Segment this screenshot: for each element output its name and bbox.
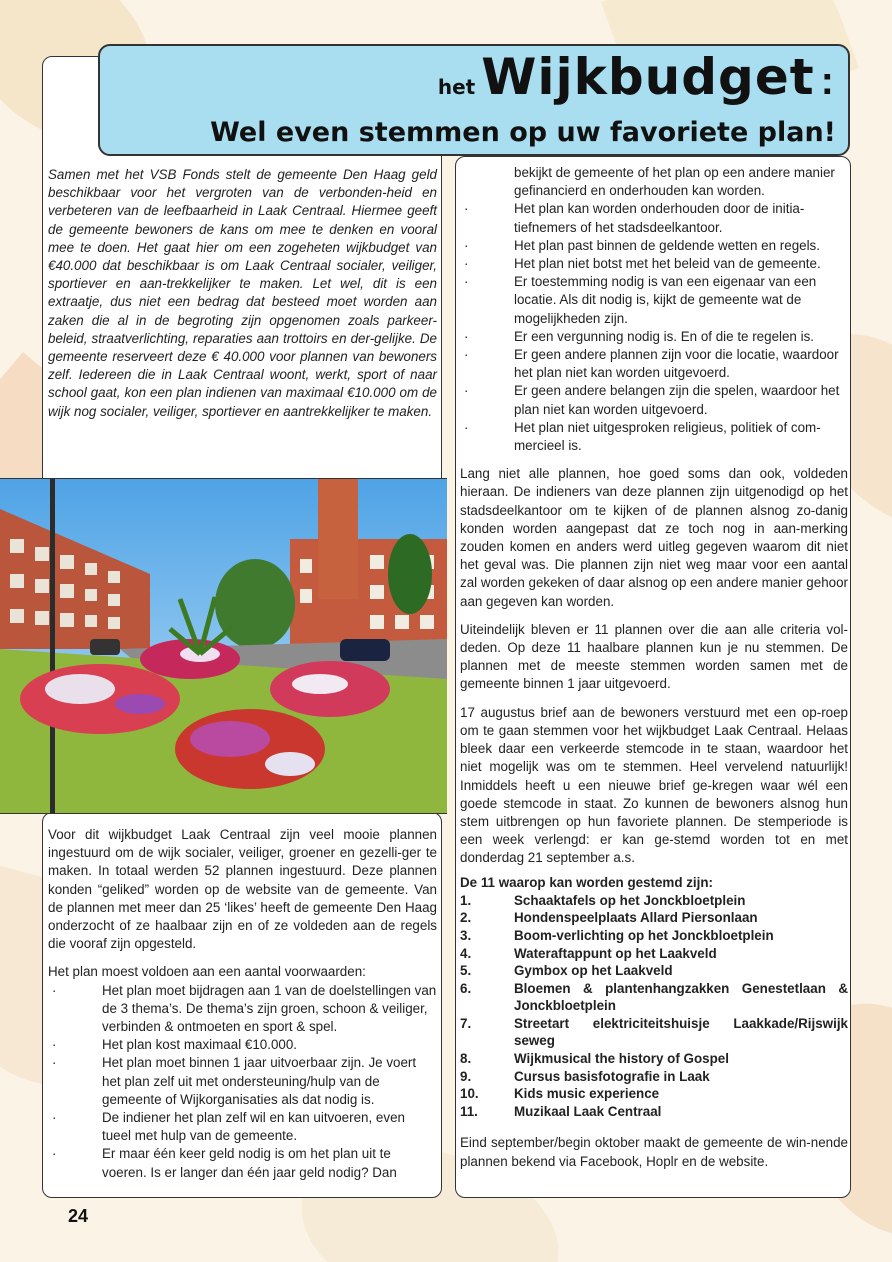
left-column-body bbox=[48, 826, 437, 1182]
title-banner bbox=[98, 44, 850, 156]
vote-list-title: De 11 waarop kan worden gestemd zijn: bbox=[460, 874, 714, 890]
condition-item bbox=[460, 200, 848, 236]
title-colon: : bbox=[820, 59, 834, 103]
title-prefix: het bbox=[437, 75, 476, 99]
vote-item: 2. Hondenspeelplaats Allard Piersonlaan bbox=[460, 910, 758, 926]
vote-item: 10. Kids music experience bbox=[460, 1086, 660, 1102]
condition-item bbox=[460, 382, 848, 418]
condition-item bbox=[48, 1109, 437, 1145]
condition-item bbox=[48, 1054, 437, 1109]
vote-item: 5. Gymbox op het Laakveld bbox=[460, 963, 673, 979]
plans-paragraph: Voor dit wijkbudget Laak Centraal zijn veel mooie plannen ingestuurd om de wijk socialer, veiliger, groener en gezelli-ger te maken. In totaal werden 52 plannen ingestuurd. Deze plannen konden “geliked” worden op de website van de gemeente. Van de plannen met meer dan 25 ‘likes’ heeft de gemeente Den Haag onderzocht of ze haalbaar zijn en of ze voldeden aan de regels die vooraf zijn opgesteld. bbox=[48, 827, 437, 952]
vote-item: 1. Schaaktafels op het Jonckbloetplein bbox=[460, 892, 746, 908]
bullet-icon: · bbox=[464, 237, 469, 253]
condition-item bbox=[460, 255, 848, 273]
condition-item bbox=[48, 1036, 437, 1054]
vote-item: 4. Wateraftappunt op het Laakveld bbox=[460, 945, 717, 961]
bullet-icon: · bbox=[464, 274, 469, 290]
conditions-intro: Het plan moest voldoen aan een aantal voorwaarden: bbox=[48, 964, 366, 980]
closing-paragraph: Eind september/begin oktober maakt de gemeente de win-nende plannen bekend via Facebook, Hoplr en de website. bbox=[460, 1135, 848, 1169]
condition-item bbox=[48, 982, 437, 1037]
bullet-icon: · bbox=[52, 1110, 57, 1126]
bullet-icon: · bbox=[52, 982, 57, 998]
intro-paragraph: Samen met het VSB Fonds stelt de gemeente Den Haag geld beschikbaar voor het vergroten van de verbonden-heid en verbeteren van de leefbaarheid in Laak Centraal. Hiermee geeft de gemeente bewoners de kans om mee te denken en vooral mee te doen. Het gaat hier om een zogeheten wijkbudget van €40.000 dat beschikbaar is om Laak Centraal socialer, veiliger, sportiever en aan-trekkelijker te maken. Let wel, dit is een extraatje, dus niet een bedrag dat besteed moet worden aan zaken die al in de begroting zijn opgenomen zoals parkeer-beleid, straatverlichting, reparaties aan trottoirs en der-gelijke. De gemeente reserveert deze € 40.000 voor plannen van bewoners zelf. Iedereen die in Laak Centraal woont, werkt, sport of naar school gaat, kon een plan indienen van maximaal €10.000 om de wijk nog socialer, veiliger, sportiever en aantrekkelijker te maken. bbox=[48, 167, 437, 419]
bullet-icon: · bbox=[52, 1037, 57, 1053]
condition-item bbox=[48, 1145, 437, 1181]
condition-text: Het plan past binnen de geldende wetten en regels. bbox=[514, 237, 820, 253]
bullet-icon: · bbox=[52, 1146, 57, 1162]
condition-text: Er geen andere belangen zijn die spelen, waardoor het plan niet kan worden uitgevoerd. bbox=[514, 383, 840, 417]
condition-text: Het plan moet bijdragen aan 1 van de doelstellingen van de 3 thema’s. De thema’s zijn groen, schoon & veiliger, verbinden & ontmoeten en sport & spel. bbox=[102, 982, 437, 1035]
bullet-icon: · bbox=[464, 383, 469, 399]
street-flowers-photo bbox=[0, 478, 447, 814]
condition-text: Er toestemming nodig is van een eigenaar van een locatie. Als dit nodig is, kijkt de gemeente wat de mogelijkheden zijn. bbox=[514, 274, 817, 326]
vote-item: 7. Streetart elektriciteitshuisje Laakkade/Rijswijk seweg bbox=[460, 1015, 848, 1049]
bullet-icon: · bbox=[464, 328, 469, 344]
vote-list bbox=[460, 892, 848, 1121]
vote-item: 3. Boom-verlichting op het Jonckbloetplein bbox=[460, 927, 774, 943]
bullet-icon: · bbox=[464, 256, 469, 272]
condition-item bbox=[460, 328, 848, 346]
condition-text: Het plan kan worden onderhouden door de initia-tiefnemers of het stadsdeelkantoor. bbox=[514, 201, 805, 235]
vote-item: 11. Muzikaal Laak Centraal bbox=[460, 1103, 662, 1119]
condition-text: Het plan kost maximaal €10.000. bbox=[102, 1037, 298, 1053]
condition-text: Er geen andere plannen zijn voor die locatie, waardoor het plan niet kan worden uitgevoerd. bbox=[514, 347, 839, 381]
bullet-icon: · bbox=[464, 201, 469, 217]
condition-item bbox=[460, 237, 848, 255]
eleven-plans-paragraph: Uiteindelijk bleven er 11 plannen over die aan alle criteria vol-deden. Op deze 11 haalbare plannen kun je nu stemmen. De plannen met de meeste stemmen worden samen met de gemeente binnen 1 jaar uitgevoerd. bbox=[460, 621, 848, 692]
bullet-icon: · bbox=[52, 1055, 57, 1071]
condition-text: Het plan moet binnen 1 jaar uitvoerbaar zijn. Je voert het plan zelf uit met ondersteuning/hulp van de gemeente of Wijkorganisaties als dat nodig is. bbox=[102, 1055, 417, 1107]
condition-text: Het plan niet botst met het beleid van de gemeente. bbox=[514, 256, 821, 272]
bullet-icon: · bbox=[464, 347, 469, 363]
vote-item: 6. Bloemen & plantenhangzakken Genestetlaan & Jonckbloetplein bbox=[460, 980, 848, 1014]
condition-text: De indiener het plan zelf wil en kan uitvoeren, even tueel met hulp van de gemeente. bbox=[102, 1110, 405, 1144]
condition-item bbox=[460, 346, 848, 382]
vote-item: 8. Wijkmusical the history of Gospel bbox=[460, 1051, 729, 1067]
page-subtitle: Wel even stemmen op uw favoriete plan! bbox=[210, 117, 836, 148]
condition-item bbox=[460, 273, 848, 328]
page-title: Wijkbudget bbox=[481, 48, 815, 106]
title-line bbox=[438, 48, 834, 106]
condition-text: Het plan niet uitgesproken religieus, politiek of com-mercieel is. bbox=[514, 419, 821, 454]
rejected-plans-paragraph: Lang niet alle plannen, hoe goed soms dan ook, voldeden hieraan. De indieners van deze plannen zijn uitgenodigd op het stadsdeelkantoor om te kijken of de plannen alsnog zo-danig konden worden aangepast dat ze toch nog in aan-merking zouden komen en anders werd uitleg gegeven waarom dit niet het geval was. Die plannen zijn niet weg maar voor een aantal zal worden gekeken of daar alsnog op een andere manier gehoor aan gegeven kan worden. bbox=[460, 466, 848, 609]
condition-continuation bbox=[460, 164, 848, 200]
condition-text: bekijkt de gemeente of het plan op een andere manier gefinancierd en onderhouden kan worden. bbox=[514, 165, 835, 199]
page-number: 24 bbox=[68, 1206, 89, 1226]
right-column-body bbox=[460, 164, 848, 1171]
condition-text: Er maar één keer geld nodig is om het plan uit te voeren. Is er langer dan één jaar geld nodig? Dan bbox=[102, 1146, 397, 1180]
voting-letter-paragraph: 17 augustus brief aan de bewoners verstuurd met een op-roep om te gaan stemmen voor het wijkbudget Laak Centraal. Helaas bleek daar een verkeerde stemcode in te staan, waardoor het niet mogelijk was om te stemmen. Heel vervelend natuurlijk! Inmiddels heeft u een nieuwe brief ge-kregen waar wél een goede stemcode in staat. Zo kunnen de bewoners alsnog hun stem uitbrengen op hun favoriete plannen. De stemperiode is een week verlengd: er kan ge-stemd worden tot en met donderdag 21 september a.s. bbox=[460, 704, 848, 866]
bullet-icon: · bbox=[464, 419, 469, 435]
vote-item: 9. Cursus basisfotografie in Laak bbox=[460, 1068, 710, 1084]
condition-item bbox=[460, 419, 848, 455]
condition-text: Er een vergunning nodig is. En of die te regelen is. bbox=[514, 328, 814, 344]
